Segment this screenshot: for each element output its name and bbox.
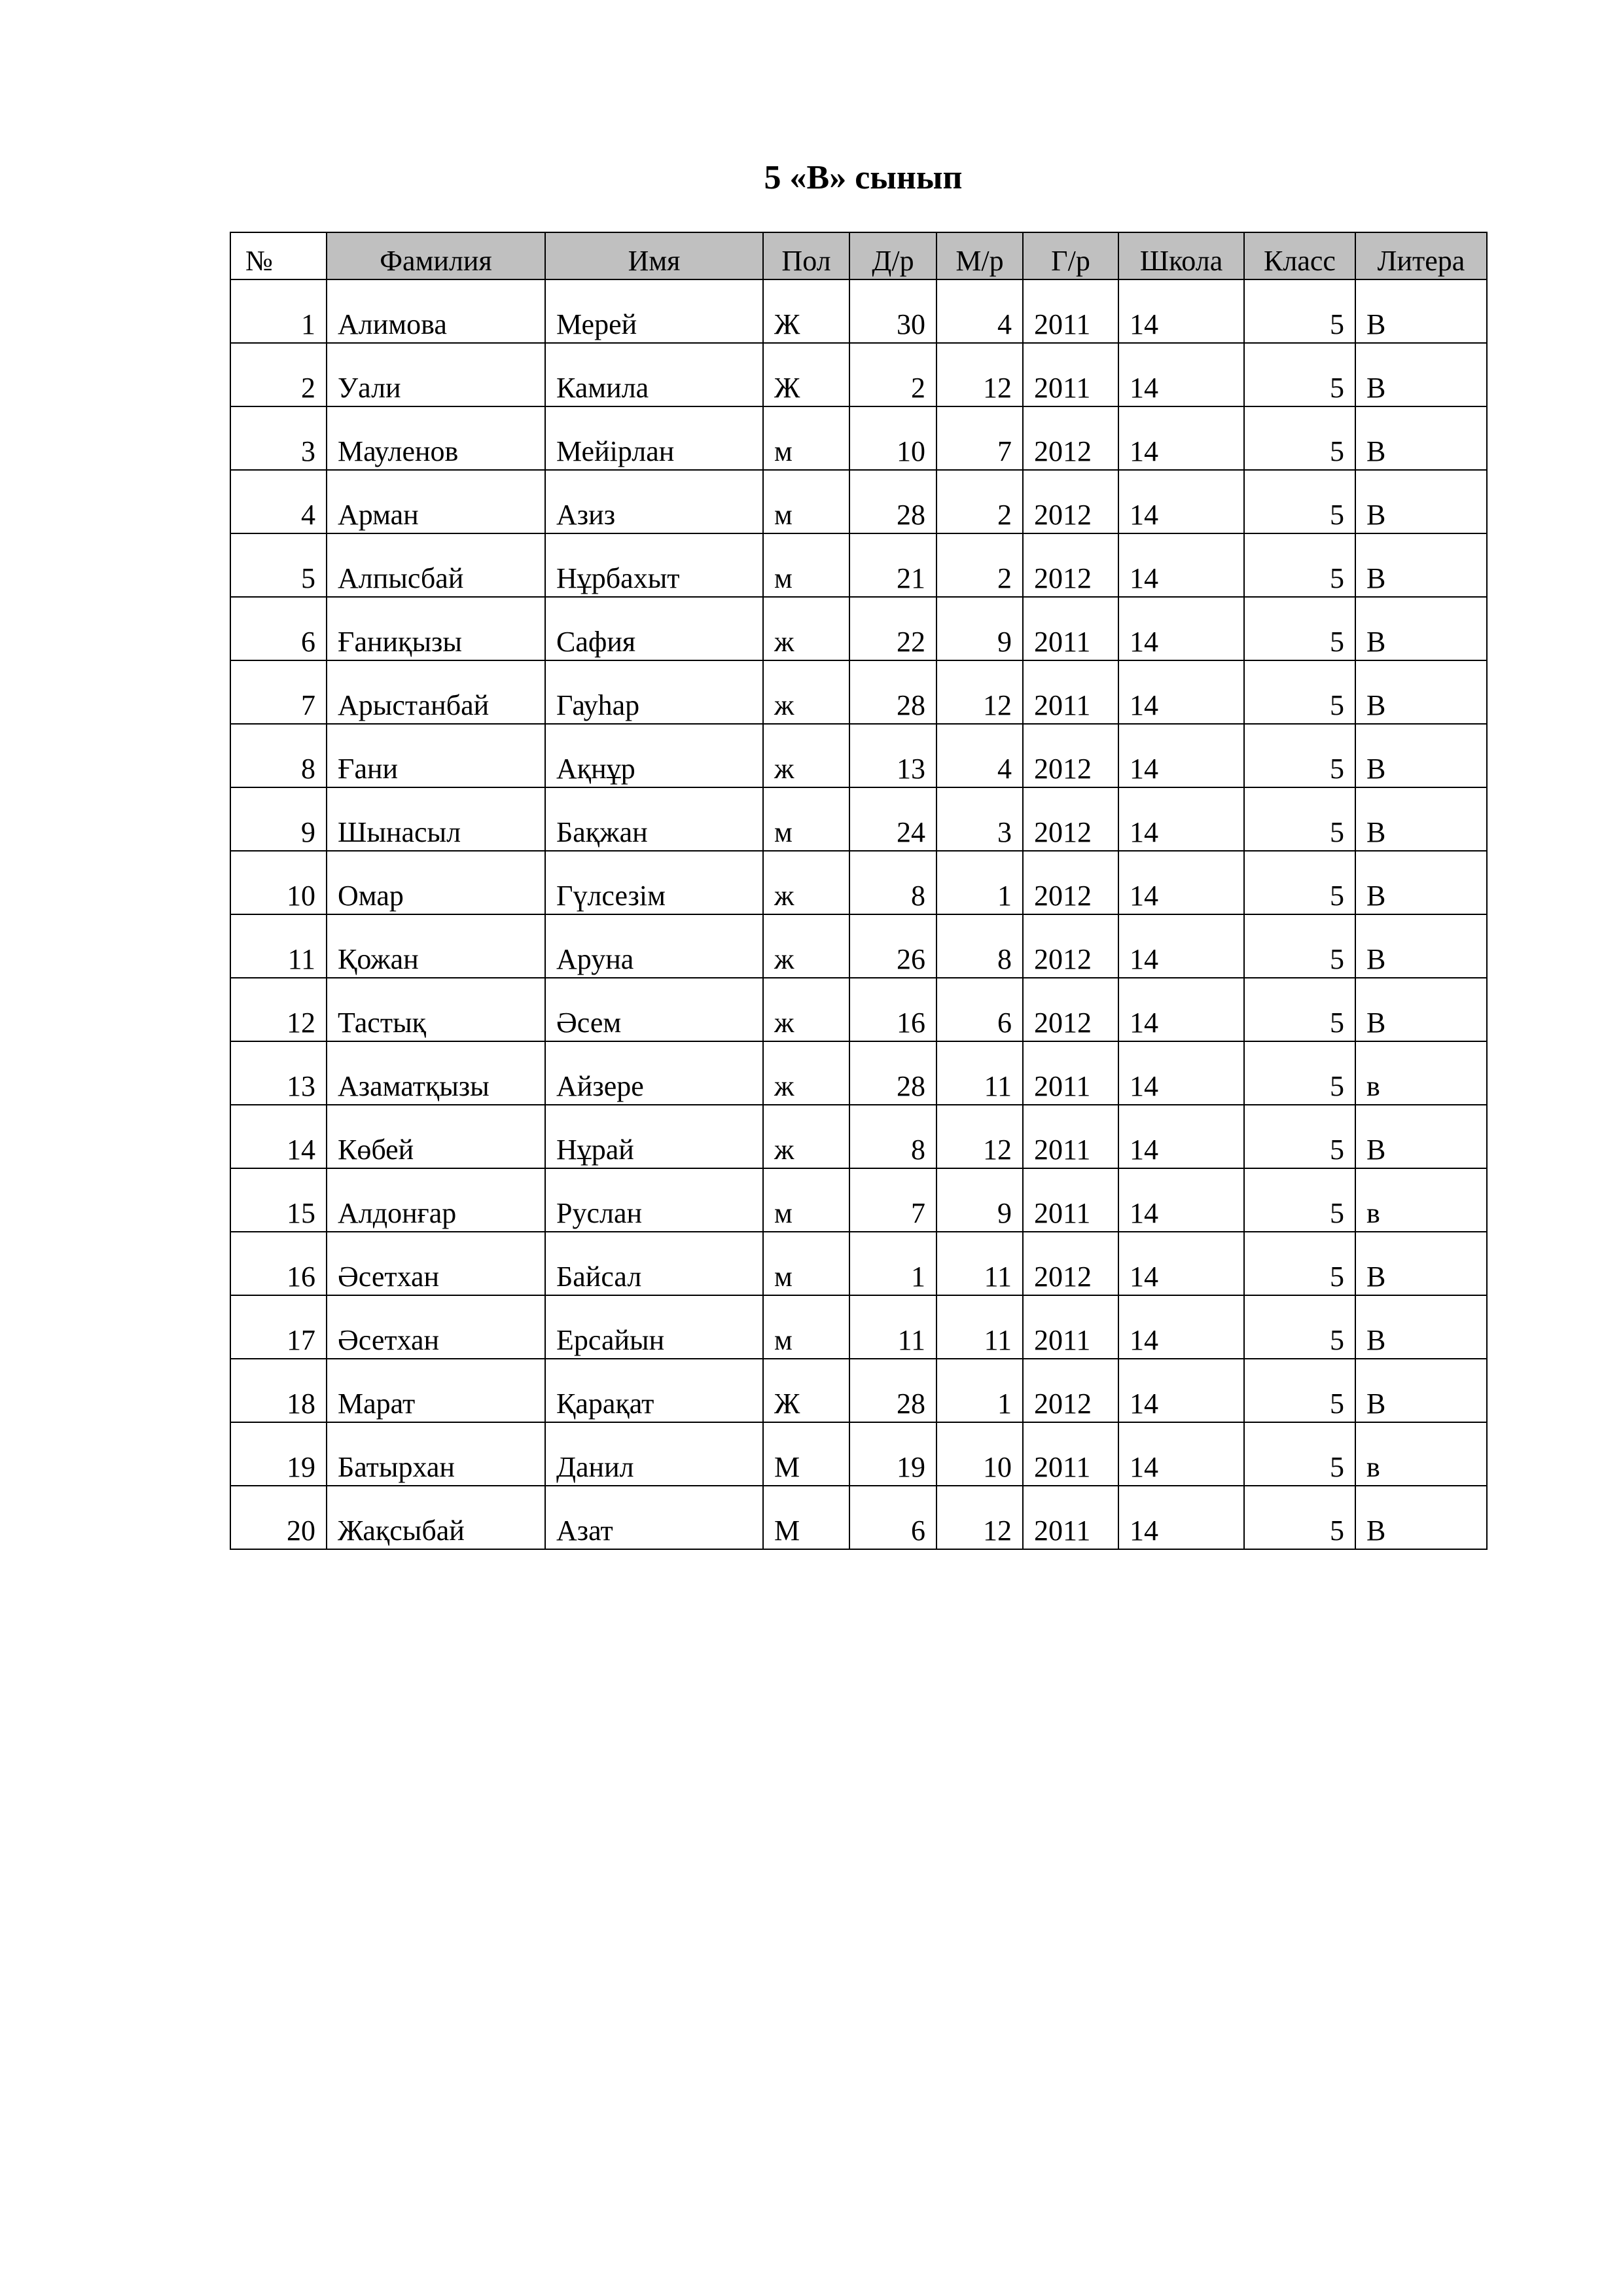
cell-name: Гүлсезім — [545, 851, 763, 914]
cell-birth-year: 2011 — [1023, 1041, 1118, 1105]
cell-surname: Әсетхан — [327, 1232, 545, 1295]
table-row — [230, 787, 1487, 851]
cell-sex: ж — [763, 851, 849, 914]
header-surname: Фамилия — [327, 232, 545, 279]
cell-letter: В — [1355, 533, 1487, 597]
cell-number: 16 — [230, 1232, 327, 1295]
cell-sex: м — [763, 470, 849, 533]
cell-sex: ж — [763, 914, 849, 978]
cell-birth-month: 1 — [936, 1359, 1023, 1422]
cell-grade: 5 — [1244, 851, 1355, 914]
cell-letter: В — [1355, 1232, 1487, 1295]
cell-sex: Ж — [763, 279, 849, 343]
cell-surname: Арман — [327, 470, 545, 533]
cell-name: Бақжан — [545, 787, 763, 851]
cell-birth-month: 2 — [936, 533, 1023, 597]
cell-birth-day: 22 — [849, 597, 936, 660]
table-row — [230, 660, 1487, 724]
cell-birth-year: 2012 — [1023, 1232, 1118, 1295]
cell-letter: В — [1355, 660, 1487, 724]
cell-birth-day: 11 — [849, 1295, 936, 1359]
cell-number: 12 — [230, 978, 327, 1041]
cell-name: Данил — [545, 1422, 763, 1486]
cell-grade: 5 — [1244, 1295, 1355, 1359]
cell-birth-year: 2012 — [1023, 851, 1118, 914]
table-row — [230, 1168, 1487, 1232]
cell-letter: В — [1355, 851, 1487, 914]
cell-school: 14 — [1118, 660, 1244, 724]
cell-sex: м — [763, 533, 849, 597]
table-row — [230, 533, 1487, 597]
cell-sex: ж — [763, 660, 849, 724]
cell-letter: В — [1355, 1359, 1487, 1422]
table-row — [230, 1422, 1487, 1486]
header-birth-year: Г/р — [1023, 232, 1118, 279]
cell-school: 14 — [1118, 787, 1244, 851]
cell-surname: Уали — [327, 343, 545, 406]
cell-birth-year: 2011 — [1023, 1168, 1118, 1232]
cell-number: 17 — [230, 1295, 327, 1359]
cell-birth-day: 28 — [849, 470, 936, 533]
cell-number: 5 — [230, 533, 327, 597]
cell-sex: м — [763, 1295, 849, 1359]
cell-number: 20 — [230, 1486, 327, 1549]
cell-birth-day: 7 — [849, 1168, 936, 1232]
cell-birth-year: 2011 — [1023, 279, 1118, 343]
cell-birth-day: 28 — [849, 660, 936, 724]
cell-birth-year: 2012 — [1023, 1359, 1118, 1422]
cell-name: Нұрбахыт — [545, 533, 763, 597]
cell-surname: Ғани — [327, 724, 545, 787]
cell-birth-day: 6 — [849, 1486, 936, 1549]
table-row — [230, 597, 1487, 660]
cell-surname: Мауленов — [327, 406, 545, 470]
table-row — [230, 1359, 1487, 1422]
cell-name: Мерей — [545, 279, 763, 343]
cell-birth-day: 19 — [849, 1422, 936, 1486]
cell-surname: Жақсыбай — [327, 1486, 545, 1549]
cell-birth-year: 2012 — [1023, 914, 1118, 978]
cell-surname: Марат — [327, 1359, 545, 1422]
cell-surname: Ғаниқызы — [327, 597, 545, 660]
cell-sex: ж — [763, 1041, 849, 1105]
cell-birth-year: 2011 — [1023, 1105, 1118, 1168]
cell-birth-month: 9 — [936, 597, 1023, 660]
cell-sex: Ж — [763, 1359, 849, 1422]
cell-name: Әсем — [545, 978, 763, 1041]
cell-surname: Әсетхан — [327, 1295, 545, 1359]
cell-sex: М — [763, 1422, 849, 1486]
cell-school: 14 — [1118, 1168, 1244, 1232]
cell-surname: Азаматқызы — [327, 1041, 545, 1105]
cell-letter: В — [1355, 724, 1487, 787]
cell-surname: Алпысбай — [327, 533, 545, 597]
cell-school: 14 — [1118, 597, 1244, 660]
cell-birth-year: 2012 — [1023, 533, 1118, 597]
cell-birth-month: 4 — [936, 279, 1023, 343]
page-title: 5 «В» сынып — [764, 159, 963, 196]
table-row — [230, 914, 1487, 978]
cell-school: 14 — [1118, 1232, 1244, 1295]
cell-grade: 5 — [1244, 1105, 1355, 1168]
cell-grade: 5 — [1244, 533, 1355, 597]
cell-number: 11 — [230, 914, 327, 978]
cell-letter: В — [1355, 279, 1487, 343]
table-row — [230, 279, 1487, 343]
cell-name: Ақнұр — [545, 724, 763, 787]
cell-grade: 5 — [1244, 470, 1355, 533]
cell-grade: 5 — [1244, 406, 1355, 470]
cell-number: 1 — [230, 279, 327, 343]
cell-birth-day: 30 — [849, 279, 936, 343]
cell-birth-month: 11 — [936, 1295, 1023, 1359]
cell-sex: ж — [763, 1105, 849, 1168]
cell-number: 4 — [230, 470, 327, 533]
cell-surname: Омар — [327, 851, 545, 914]
cell-school: 14 — [1118, 279, 1244, 343]
cell-sex: ж — [763, 724, 849, 787]
cell-birth-year: 2012 — [1023, 978, 1118, 1041]
cell-school: 14 — [1118, 1295, 1244, 1359]
cell-surname: Батырхан — [327, 1422, 545, 1486]
cell-letter: В — [1355, 787, 1487, 851]
cell-name: Мейірлан — [545, 406, 763, 470]
cell-sex: м — [763, 1232, 849, 1295]
cell-name: Гауһар — [545, 660, 763, 724]
cell-birth-month: 2 — [936, 470, 1023, 533]
cell-letter: в — [1355, 1168, 1487, 1232]
cell-birth-year: 2011 — [1023, 597, 1118, 660]
cell-grade: 5 — [1244, 1422, 1355, 1486]
cell-birth-day: 28 — [849, 1041, 936, 1105]
cell-surname: Шынасыл — [327, 787, 545, 851]
cell-sex: М — [763, 1486, 849, 1549]
cell-letter: в — [1355, 1041, 1487, 1105]
cell-school: 14 — [1118, 978, 1244, 1041]
cell-name: Аруна — [545, 914, 763, 978]
cell-birth-year: 2012 — [1023, 724, 1118, 787]
cell-birth-month: 3 — [936, 787, 1023, 851]
cell-number: 10 — [230, 851, 327, 914]
cell-sex: м — [763, 406, 849, 470]
cell-surname: Алдонғар — [327, 1168, 545, 1232]
cell-school: 14 — [1118, 406, 1244, 470]
cell-sex: м — [763, 787, 849, 851]
header-name: Имя — [545, 232, 763, 279]
cell-birth-year: 2011 — [1023, 343, 1118, 406]
cell-sex: ж — [763, 978, 849, 1041]
cell-birth-month: 10 — [936, 1422, 1023, 1486]
cell-letter: В — [1355, 343, 1487, 406]
header-birth-month: М/р — [936, 232, 1023, 279]
cell-birth-day: 8 — [849, 1105, 936, 1168]
cell-letter: В — [1355, 914, 1487, 978]
cell-school: 14 — [1118, 914, 1244, 978]
cell-grade: 5 — [1244, 1041, 1355, 1105]
cell-birth-year: 2011 — [1023, 1422, 1118, 1486]
cell-number: 18 — [230, 1359, 327, 1422]
cell-number: 15 — [230, 1168, 327, 1232]
cell-number: 8 — [230, 724, 327, 787]
cell-birth-year: 2012 — [1023, 787, 1118, 851]
cell-birth-month: 9 — [936, 1168, 1023, 1232]
cell-sex: Ж — [763, 343, 849, 406]
cell-birth-day: 2 — [849, 343, 936, 406]
cell-birth-month: 1 — [936, 851, 1023, 914]
cell-grade: 5 — [1244, 660, 1355, 724]
cell-name: Айзере — [545, 1041, 763, 1105]
cell-birth-day: 8 — [849, 851, 936, 914]
cell-name: Сафия — [545, 597, 763, 660]
cell-letter: В — [1355, 1105, 1487, 1168]
cell-name: Азат — [545, 1486, 763, 1549]
cell-grade: 5 — [1244, 1486, 1355, 1549]
header-letter: Литера — [1355, 232, 1487, 279]
cell-number: 3 — [230, 406, 327, 470]
cell-school: 14 — [1118, 533, 1244, 597]
cell-number: 13 — [230, 1041, 327, 1105]
cell-surname: Қожан — [327, 914, 545, 978]
table-row — [230, 406, 1487, 470]
cell-letter: В — [1355, 978, 1487, 1041]
table-row — [230, 1105, 1487, 1168]
cell-birth-day: 10 — [849, 406, 936, 470]
cell-birth-year: 2011 — [1023, 1486, 1118, 1549]
header-birth-day: Д/р — [849, 232, 936, 279]
cell-birth-day: 28 — [849, 1359, 936, 1422]
cell-birth-month: 4 — [936, 724, 1023, 787]
cell-birth-month: 12 — [936, 1105, 1023, 1168]
cell-name: Камила — [545, 343, 763, 406]
cell-grade: 5 — [1244, 279, 1355, 343]
cell-number: 14 — [230, 1105, 327, 1168]
cell-grade: 5 — [1244, 343, 1355, 406]
cell-grade: 5 — [1244, 914, 1355, 978]
cell-birth-year: 2011 — [1023, 660, 1118, 724]
cell-birth-year: 2012 — [1023, 470, 1118, 533]
table-row — [230, 724, 1487, 787]
cell-birth-month: 8 — [936, 914, 1023, 978]
cell-birth-day: 21 — [849, 533, 936, 597]
cell-letter: В — [1355, 406, 1487, 470]
cell-letter: В — [1355, 1295, 1487, 1359]
cell-name: Байсал — [545, 1232, 763, 1295]
student-table — [230, 232, 1488, 1550]
cell-name: Руслан — [545, 1168, 763, 1232]
cell-birth-day: 26 — [849, 914, 936, 978]
cell-grade: 5 — [1244, 1232, 1355, 1295]
cell-surname: Арыстанбай — [327, 660, 545, 724]
cell-letter: в — [1355, 1422, 1487, 1486]
header-school: Школа — [1118, 232, 1244, 279]
header-grade: Класс — [1244, 232, 1355, 279]
cell-number: 2 — [230, 343, 327, 406]
cell-sex: ж — [763, 597, 849, 660]
cell-number: 6 — [230, 597, 327, 660]
cell-letter: В — [1355, 1486, 1487, 1549]
cell-name: Нұрай — [545, 1105, 763, 1168]
cell-surname: Тастық — [327, 978, 545, 1041]
cell-letter: В — [1355, 470, 1487, 533]
header-number: № — [230, 232, 327, 279]
cell-grade: 5 — [1244, 597, 1355, 660]
cell-birth-day: 16 — [849, 978, 936, 1041]
cell-birth-year: 2012 — [1023, 406, 1118, 470]
table-row — [230, 1486, 1487, 1549]
cell-sex: м — [763, 1168, 849, 1232]
cell-birth-month: 7 — [936, 406, 1023, 470]
cell-school: 14 — [1118, 724, 1244, 787]
cell-grade: 5 — [1244, 724, 1355, 787]
cell-birth-month: 6 — [936, 978, 1023, 1041]
cell-birth-month: 12 — [936, 660, 1023, 724]
cell-grade: 5 — [1244, 787, 1355, 851]
table-row — [230, 1295, 1487, 1359]
cell-school: 14 — [1118, 851, 1244, 914]
cell-grade: 5 — [1244, 978, 1355, 1041]
cell-grade: 5 — [1244, 1168, 1355, 1232]
cell-birth-month: 11 — [936, 1232, 1023, 1295]
table-row — [230, 851, 1487, 914]
cell-school: 14 — [1118, 1041, 1244, 1105]
table-row — [230, 1232, 1487, 1295]
cell-number: 9 — [230, 787, 327, 851]
table-body — [230, 279, 1487, 1549]
cell-birth-day: 24 — [849, 787, 936, 851]
table-row — [230, 978, 1487, 1041]
cell-birth-year: 2011 — [1023, 1295, 1118, 1359]
cell-birth-day: 13 — [849, 724, 936, 787]
cell-school: 14 — [1118, 1486, 1244, 1549]
header-sex: Пол — [763, 232, 849, 279]
header-row — [230, 232, 1487, 279]
cell-school: 14 — [1118, 343, 1244, 406]
cell-number: 19 — [230, 1422, 327, 1486]
cell-birth-month: 12 — [936, 343, 1023, 406]
cell-birth-day: 1 — [849, 1232, 936, 1295]
table-row — [230, 1041, 1487, 1105]
cell-surname: Көбей — [327, 1105, 545, 1168]
cell-surname: Алимова — [327, 279, 545, 343]
cell-school: 14 — [1118, 470, 1244, 533]
table-row — [230, 343, 1487, 406]
cell-school: 14 — [1118, 1359, 1244, 1422]
table-row — [230, 470, 1487, 533]
cell-grade: 5 — [1244, 1359, 1355, 1422]
cell-name: Қарақат — [545, 1359, 763, 1422]
cell-birth-month: 11 — [936, 1041, 1023, 1105]
cell-birth-month: 12 — [936, 1486, 1023, 1549]
cell-name: Ерсайын — [545, 1295, 763, 1359]
cell-number: 7 — [230, 660, 327, 724]
cell-letter: В — [1355, 597, 1487, 660]
cell-school: 14 — [1118, 1422, 1244, 1486]
cell-name: Азиз — [545, 470, 763, 533]
cell-school: 14 — [1118, 1105, 1244, 1168]
